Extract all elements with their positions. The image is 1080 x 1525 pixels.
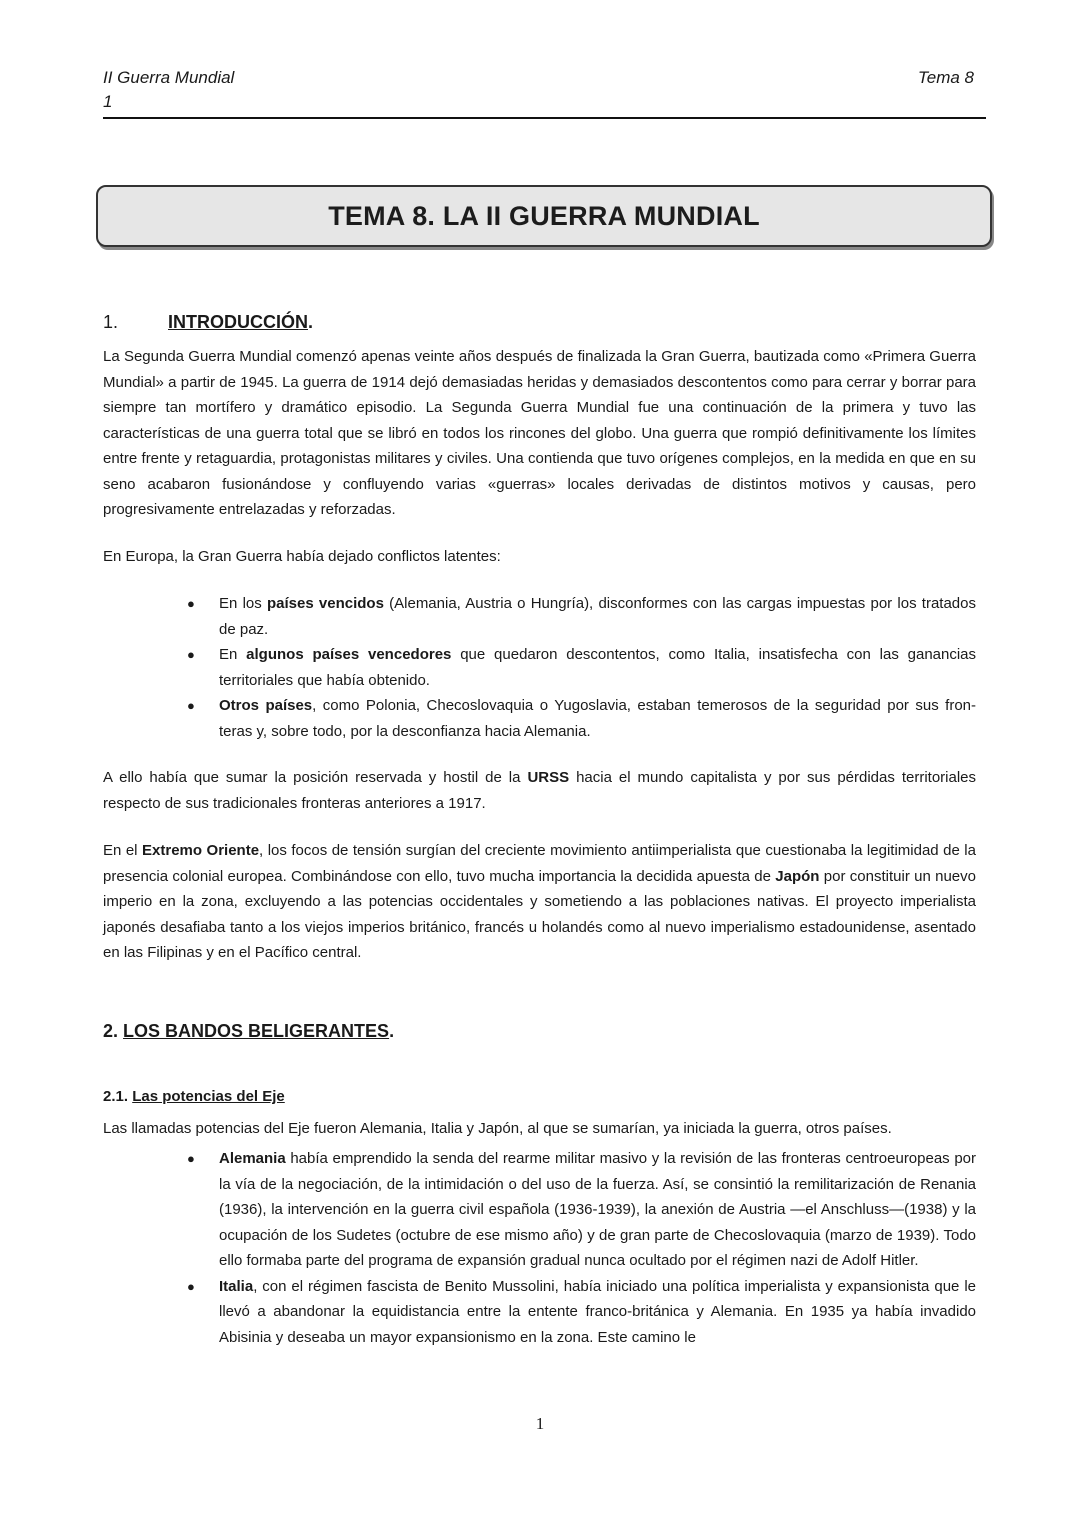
section-1-heading: 1. INTRODUCCIÓN. xyxy=(103,312,314,332)
header-divider xyxy=(103,117,986,119)
axis-powers-list xyxy=(103,1146,976,1350)
page-number: 1 xyxy=(535,1414,545,1433)
subsection-2-1-title: Las potencias del Eje xyxy=(132,1088,285,1105)
section-2-heading: 2. LOS BANDOS BELIGERANTES. xyxy=(103,1021,395,1041)
list-item: ● En los países vencidos (Alemania, Austria o Hungría), disconformes con las cargas impuestas por los tratados de paz. xyxy=(103,591,976,642)
list-item: ● Alemania había emprendido la senda del rearme militar masivo y la revisión de las fronteras centroeuropeas por la vía de la negociación, de la intimidación o del uso de la fuerza. Así, se consintió la remilitarización de Renania (1936), la intervención en la guerra civil española (1936-1939), la anexión de Austria —el Anschluss—(1938) y la ocupación de los Sudetes (octubre de ese mismo año) y de gran parte de Checoslovaquia (marzo de 1939). Todo ello formaba parte del programa de expansión gradual nunca ocultado por el régimen nazi de Adolf Hitler. xyxy=(103,1146,976,1274)
bullet-icon: ● xyxy=(187,596,195,611)
subsection-2-1-number: 2.1. xyxy=(103,1088,129,1105)
header-page-marker: 1 xyxy=(103,92,113,111)
bullet-icon: ● xyxy=(187,698,195,713)
list-item: ● En algunos países vencedores que quedaron descontentos, como Italia, insatisfecha con las ganancias territoriales que había obtenido. xyxy=(103,642,976,693)
list-item: ● Otros países, como Polonia, Checoslovaquia o Yugoslavia, estaban temerosos de la seguridad por sus fron-teras y, sobre todo, por la desconfianza hacia Alemania. xyxy=(103,693,976,744)
urss-paragraph: A ello había que sumar la posición reservada y hostil de la URSS hacia el mundo capitalista y por sus pérdidas territoriales respecto de sus tradicionales fronteras anteriores a 1917. xyxy=(103,769,977,812)
bullet-icon: ● xyxy=(187,1151,195,1166)
axis-lead: Las llamadas potencias del Eje fueron Alemania, Italia y Japón, al que se sumarían, ya iniciada la guerra, otros países. xyxy=(103,1120,892,1137)
europe-conflicts-list xyxy=(103,591,976,744)
subsection-2-1-heading xyxy=(103,1086,285,1108)
europe-lead: En Europa, la Gran Guerra había dejado conflictos latentes: xyxy=(103,548,501,565)
section-1-number: 1. xyxy=(103,312,119,332)
bullet-icon: ● xyxy=(187,647,195,662)
bullet-icon: ● xyxy=(187,1278,195,1294)
running-header-left xyxy=(103,66,234,114)
far-east-paragraph: En el Extremo Oriente, los focos de tensión surgían del creciente movimiento antiimperialista que cuestionaba la legitimidad de la presencia colonial europea. Combinándose con ello, tuvo mucha importancia la decidida apuesta de Japón por constituir un nuevo imperio en la zona, excluyendo a las potencias occidentales y sometiendo a las poblaciones nativas. El proyecto imperialista japonés desafiaba tanto a los viejos imperios británico, francés u holandés como al nuevo imperialismo estadounidense, asentado en las Filipinas y en el Pacífico central. xyxy=(103,842,976,961)
intro-paragraph: La Segunda Guerra Mundial comenzó apenas veinte años después de finalizada la Gran Guerra, bautizada como «Primera Guerra Mundial» a partir de 1945. La guerra de 1914 dejó demasiadas heridas y demasiados descontentos como para cerrar y borrar para siempre tan mortífero y dramático episodio. La Segunda Guerra Mundial fue una continuación de la primera y tuvo las características de una guerra total que se libró en todos los rincones del globo. Una guerra que rompió definitivamente los límites entre frente y retaguardia, protagonistas militares y civiles. Una contienda que tuvo orígenes complejos, en la medida en que en su seno acabaron fusionándose y confluyendo varias «guerras» locales derivadas de distintos motivos y causas, pero progresivamente entrelazadas y reforzadas. xyxy=(103,348,976,518)
page-title: TEMA 8. LA II GUERRA MUNDIAL xyxy=(328,200,760,231)
title-banner xyxy=(96,185,992,247)
section-2-title: LOS BANDOS BELIGERANTES xyxy=(123,1021,390,1041)
list-item: ● Italia, con el régimen fascista de Benito Mussolini, había iniciado una política imperialista y expansionista que le llevó a abandonar la equidistancia entre la entente franco-británica y Alemania. En 1935 ya había invadido Abisinia y deseaba un mayor expansionismo en la zona. Este camino le xyxy=(103,1274,976,1351)
section-1-title: INTRODUCCIÓN xyxy=(168,312,308,332)
header-topic: Tema 8 xyxy=(917,68,974,87)
section-2-number: 2. xyxy=(103,1021,119,1041)
header-subject: II Guerra Mundial xyxy=(103,68,235,87)
